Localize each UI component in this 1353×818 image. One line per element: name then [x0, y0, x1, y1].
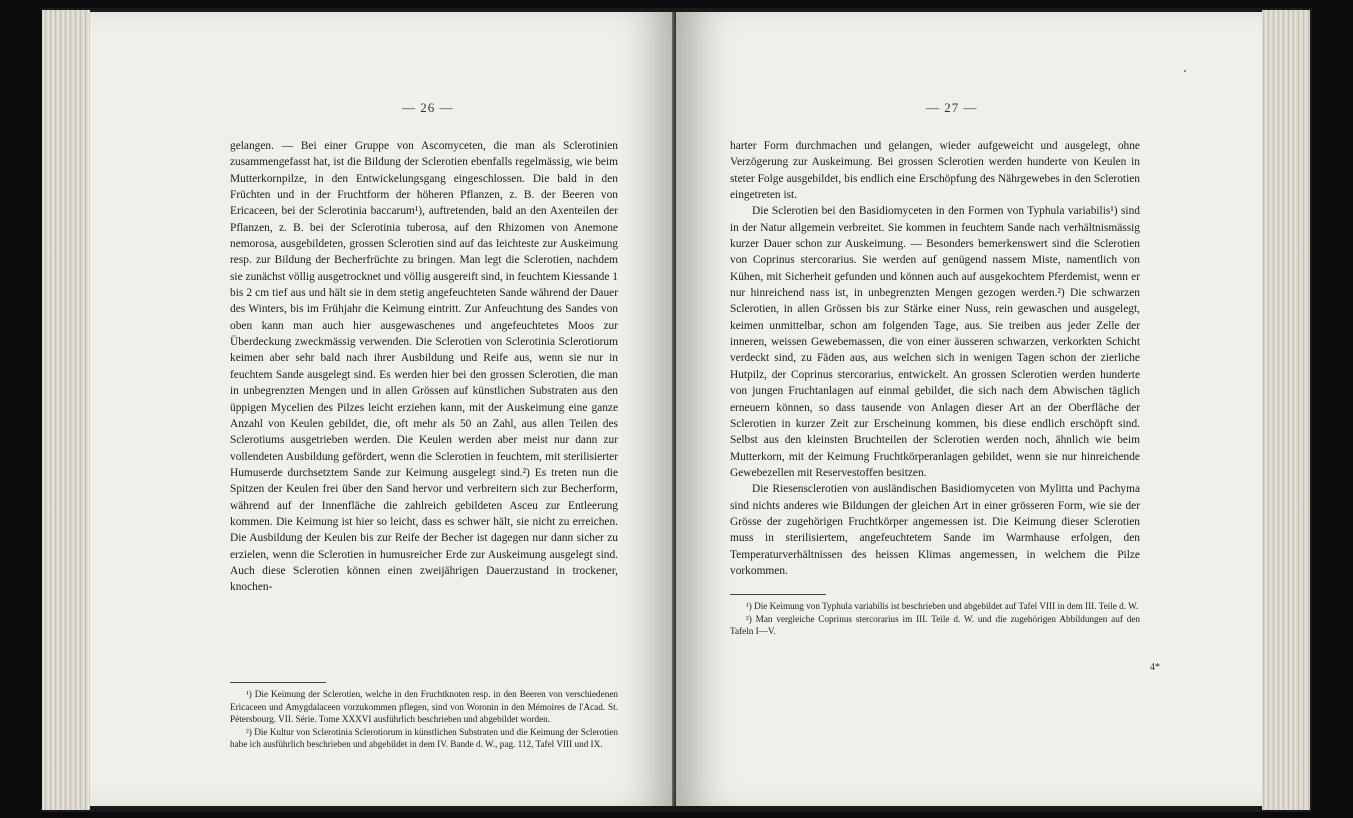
footnote: ¹) Die Keimung von Typhula variabilis ist beschrieben und abgebildet auf Tafel VIII in dem III. Teile d. W.: [746, 601, 1139, 611]
printer-signature: 4*: [1150, 662, 1160, 673]
right-page: [676, 12, 1262, 806]
paragraph: Die Riesensclerotien von ausländischen Basidiomyceten von Mylitta und Pachyma sind nichts anderes wie Bildungen der gleichen Art in einer grösseren Form, wie sie der Grösse der zugehörigen Fruchtkörper angemessen ist. Die Keimung dieser Sclerotien muss in sterilisiertem, angefeuchtetem Sande im Warmhause erfolgen, den Temperaturverhältnissen des heissen Klimas angemessen, in welchem die Pilze vorkommen.: [730, 483, 1140, 577]
footnote-rule: [230, 682, 326, 683]
footnotes: [730, 600, 1140, 638]
page-number: — 27 —: [926, 100, 978, 115]
page-body: [730, 138, 1140, 579]
paragraph: Die Sclerotien bei den Basidiomyceten in den Formen von Typhula variabilis¹) sind in der Natur allgemein verbreitet. Sie kommen in feuchtem Sande nach verhältnismässig kurzer Dauer schon zur Auskeimung. — Besonders bemerkenswert sind die Sclerotien von Coprinus stercorarius. Sie werden auf genügend nassem Miste, namentlich von Kühen, mit Sicherheit gefunden und können auch auf ausgekochtem Pferdemist, wenn er nur hinreichend nass ist, in unbegrenzten Mengen gezogen werden.²) Die schwarzen Sclerotien, in allen Grössen bis zur Stärke einer Nuss, rein gewaschen und ausgelegt, keimen unmittelbar, schon am folgenden Tage, aus. Sie treiben aus jeder Zelle der inneren, weissen Gewebemassen, die von einer äusseren schwarzen, verkorkten Schicht verdeckt sind, zu Fäden aus, aus welchen sich in wenigen Tagen schon der zierliche Hutpilz, der Coprinus stercorarius, entwickelt. An grossen Sclerotien werden hunderte von jungen Fruchtanlagen auf einmal gebildet, die sich nach dem Abwischen täglich erneuern können, so dass tausende von Anlagen dieser Art an der Oberfläche der Sclerotien in kurzer Zeit zur Erscheinung kommen, bis diese endlich erschöpft sind. Selbst aus den kleinsten Bruchteilen der Sclerotien werden noch, ähnlich wie beim Mutterkorn, mit der Keimung Fruchtkörperanlagen gebildet, wenn sie nur hinreichende Gewebezellen mit Reservestoffen besitzen.: [730, 205, 1140, 479]
left-page-edges: [42, 10, 90, 810]
paragraph: gelangen. — Bei einer Gruppe von Ascomyceten, die man als Sclerotinien zusammengefasst hat, ist die Bildung der Sclerotien ebenfalls regelmässig, wie beim Mutterkornpilze, in den Entwickelungsgang eingeschlossen. Die bald in den Früchten und in der Fruchtform der höheren Pflanzen, z. B. der Beeren von Ericaceen, bei der Sclerotinia baccarum¹), auftretenden, bald an den Axenteilen der Pflanzen, z. B. bei der Sclerotinia tuberosa, auf den Rhizomen von Anemone nemorosa, ausgebildeten, grossen Sclerotien sind auf das leichteste zur Auskeimung resp. zur Bildung der Becherfrüchte zu bringen. Man legt die Sclerotien, nachdem sie zunächst völlig ausgetrocknet und völlig ausgereift sind, in feuchtem Kiessande 1 bis 2 cm tief aus und hält sie in dem stetig angefeuchteten Sande während der Dauer des Winters, bis im Frühjahr die Keimung eintritt. Zur Anfeuchtung des Sandes von oben kann man auch hier ausgewaschenes und angefeuchtetes Moos zur Überdeckung zweckmässig verwenden. Die Sclerotien von Sclerotinia Sclerotiorum keimen aber sehr bald nach ihrer Ausbildung und Reife aus, wenn sie nur in feuchtem Sande ausgelegt sind. Es werden hier bei den grossen Sclerotien, die man in unbegrenzten Mengen und in allen Grössen auf künstlichen Substraten aus den üppigen Mycelien des Pilzes leicht erziehen kann, mit der Auskeimung eine ganze Anzahl von Keulen gebildet, die, oft mehr als 50 an Zahl, aus allen Teilen des Sclerotiums ausgetrieben werden. Die Keulen werden aber meist nur dann zur vollendeten Ausbildung gefördert, wenn die Sclerotien in feuchtem, mit sterilisierter Humuserde durchsetztem Sande zur Keimung ausgelegt sind.²) Es treten nun die Spitzen der Keulen frei über den Sand hervor und verbreitern sich zur Becherform, während auf der Innenfläche die zahlreich gebildeten Asceu zur Entleerung kommen. Die Keimung ist hier so leicht, dass es schwer hält, sie nicht zu erreichen. Die Ausbildung der Keulen bis zur Reife der Becher ist dagegen nur dann sicher zu erzielen, wenn die Sclerotien in humusreicher Erde zur Auskeimung ausgelegt sind. Auch diese Sclerotien können einen zweijährigen Dauerzustand in trockener, knochen-: [230, 140, 618, 594]
footnote-rule: [730, 594, 826, 595]
left-page: [90, 12, 676, 806]
paper-speck: [1184, 70, 1186, 72]
footnotes: [230, 688, 618, 751]
footnote: ¹) Die Keimung der Sclerotien, welche in den Fruchtknoten resp. in den Beeren von verschiedenen Ericaceen und Amygdalaceen vorzukommen pflegen, sind von Woronin in den Mémoires de l'Acad. St. Pétersbourg. VII. Série. Tome XXXVI ausführlich beschrieben und abgebildet worden.: [230, 689, 618, 725]
right-page-edges: [1262, 10, 1310, 810]
paragraph: harter Form durchmachen und gelangen, wieder aufgeweicht und ausgelegt, ohne Verzögerung zur Auskeimung. Bei grossen Sclerotien werden hunderte von Keulen in steter Folge ausgebildet, bis endlich eine Erschöpfung des Nährgewebes in den Sclerotien eingetreten ist.: [730, 140, 1140, 202]
footnote: ²) Man vergleiche Coprinus stercorarius im III. Teile d. W. und die zugehörigen Abbildungen auf den Tafeln I—V.: [730, 613, 1140, 637]
page-body: [230, 138, 618, 596]
page-number: — 26 —: [402, 100, 454, 115]
footnote: ²) Die Kultur von Sclerotinia Sclerotiorum in künstlichen Substraten und die Keimung der Sclerotien habe ich ausführlich beschrieben und abgebildet in dem IV. Bande d. W., pag. 112, Tafel VIII und IX.: [230, 726, 618, 750]
